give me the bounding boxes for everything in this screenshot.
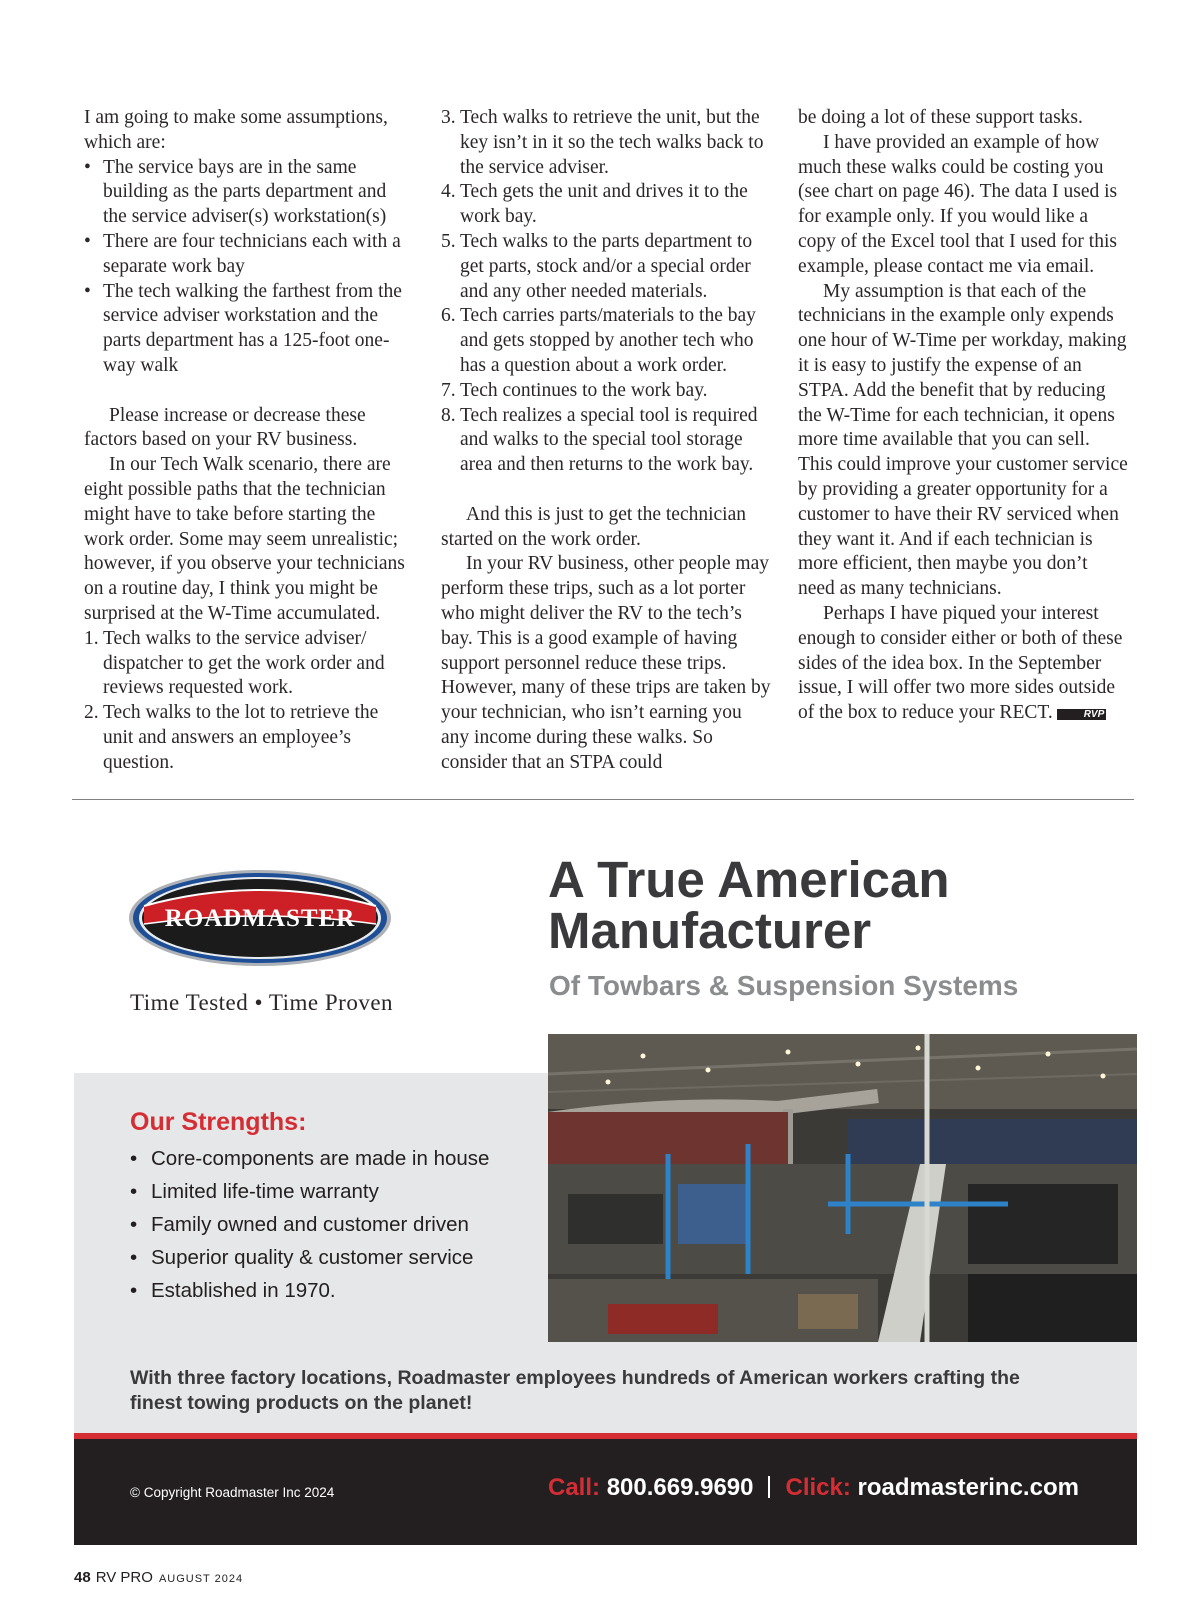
page-folio xyxy=(74,1569,243,1587)
body-paragraph: Please increase or decrease these factors based on your RV business. xyxy=(84,404,366,451)
ad-subhead: Of Towbars & Suspension Systems xyxy=(549,970,1019,1001)
step-item: 4. Tech gets the unit and drives it to the work bay. xyxy=(441,181,748,228)
end-mark-icon: RVP xyxy=(1057,709,1107,720)
ad-copyright: © Copyright Roadmaster Inc 2024 xyxy=(130,1485,335,1500)
step-item: 1. Tech walks to the service adviser/ dispatcher to get the work order and reviews requested work. xyxy=(84,627,385,699)
website-link[interactable]: roadmasterinc.com xyxy=(857,1474,1079,1501)
factory-floor-photo xyxy=(548,1034,1137,1342)
assumption-item: • The tech walking the farthest from the service adviser workstation and the parts department has a 125-foot one-way walk xyxy=(84,280,402,376)
ad-slogan: Time Tested • Time Proven xyxy=(130,990,394,1015)
magazine-name: RV PRO xyxy=(95,1569,153,1586)
roadmaster-logo xyxy=(128,868,393,968)
strength-item: • Family owned and customer driven xyxy=(130,1208,489,1241)
strength-item: • Established in 1970. xyxy=(130,1274,489,1307)
article-column-1 xyxy=(84,106,409,776)
step-item: 5. Tech walks to the parts department to get parts, stock and/or a special order and any other needed materials. xyxy=(441,230,753,302)
svg-text:ROADMASTER: ROADMASTER xyxy=(164,905,356,932)
section-divider xyxy=(72,799,1134,800)
page-number: 48 xyxy=(74,1569,91,1586)
body-paragraph: In your RV business, other people may perform these trips, such as a lot porter who might deliver the RV to the tech’s bay. This is a good example of having support personnel reduce these trips. However, many of these trips are taken by your technician, who isn’t earning you any income during these walks. So consider that an STPA could xyxy=(441,553,771,773)
ad-contact xyxy=(548,1474,1079,1502)
ad-strengths-list xyxy=(130,1142,489,1307)
assumption-item: • The service bays are in the same building as the parts department and the service adviser(s) workstation(s) xyxy=(84,156,387,228)
body-paragraph: And this is just to get the technician started on the work order. xyxy=(441,503,746,550)
phone-number[interactable]: 800.669.9690 xyxy=(606,1474,754,1501)
ad-closing-text: With three factory locations, Roadmaster employees hundreds of American workers crafting the finest towing products on the planet! xyxy=(130,1367,1020,1414)
assumption-item: • There are four technicians each with a separate work bay xyxy=(84,230,401,277)
step-item: 8. Tech realizes a special tool is required and walks to the special tool storage area and then returns to the work bay. xyxy=(441,404,758,476)
click-label: Click: xyxy=(785,1474,851,1501)
strength-item: • Core-components are made in house xyxy=(130,1142,489,1175)
body-paragraph: My assumption is that each of the technicians in the example only expends one hour of W-Time per workday, making it is easy to justify the expense of an STPA. Add the benefit that by reducing the W-Time for each technician, it opens more time available that you can sell. This could improve your customer service by providing a greater opportunity for a customer to have their RV serviced when they want it. And if each technician is more efficient, then maybe you don’t need as many technicians. xyxy=(798,280,1128,600)
issue-date: AUGUST 2024 xyxy=(158,1573,244,1585)
body-paragraph: Perhaps I have piqued your interest enough to consider either or both of these sides of the idea box. In the September issue, I will offer two more sides outside of the box to reduce your RECT. RVP xyxy=(798,602,1123,724)
call-label: Call: xyxy=(548,1474,601,1501)
body-paragraph: In our Tech Walk scenario, there are eight possible paths that the technician might have to take before starting the work order. Some may seem unrealistic; however, if you observe your technicians on a routine day, I think you might be surprised at the W-Time accumulated. xyxy=(84,454,405,624)
article-column-3 xyxy=(798,106,1128,726)
ad-headline: A True American Manufacturer xyxy=(548,851,950,959)
step-item: 2. Tech walks to the lot to retrieve the unit and answers an employee’s question. xyxy=(84,702,379,773)
ad-strengths-title: Our Strengths: xyxy=(130,1108,307,1136)
article-column-2 xyxy=(441,106,771,776)
body-paragraph: be doing a lot of these support tasks. xyxy=(798,107,1083,128)
step-item: 6. Tech carries parts/materials to the bay and gets stopped by another tech who has a question about a work order. xyxy=(441,305,756,376)
strength-item: • Limited life-time warranty xyxy=(130,1175,489,1208)
contact-separator xyxy=(768,1476,770,1498)
step-item: 3. Tech walks to retrieve the unit, but the key isn’t in it so the tech walks back to the service adviser. xyxy=(441,107,764,178)
body-paragraph: I have provided an example of how much these walks could be costing you (see chart on page 46). The data I used is for example only. If you would like a copy of the Excel tool that I used for this example, please contact me via email. xyxy=(798,131,1118,277)
step-item: 7. Tech continues to the work bay. xyxy=(441,379,708,401)
assumptions-intro: I am going to make some assumptions, which are: xyxy=(84,107,388,153)
strength-item: • Superior quality & customer service xyxy=(130,1241,489,1274)
